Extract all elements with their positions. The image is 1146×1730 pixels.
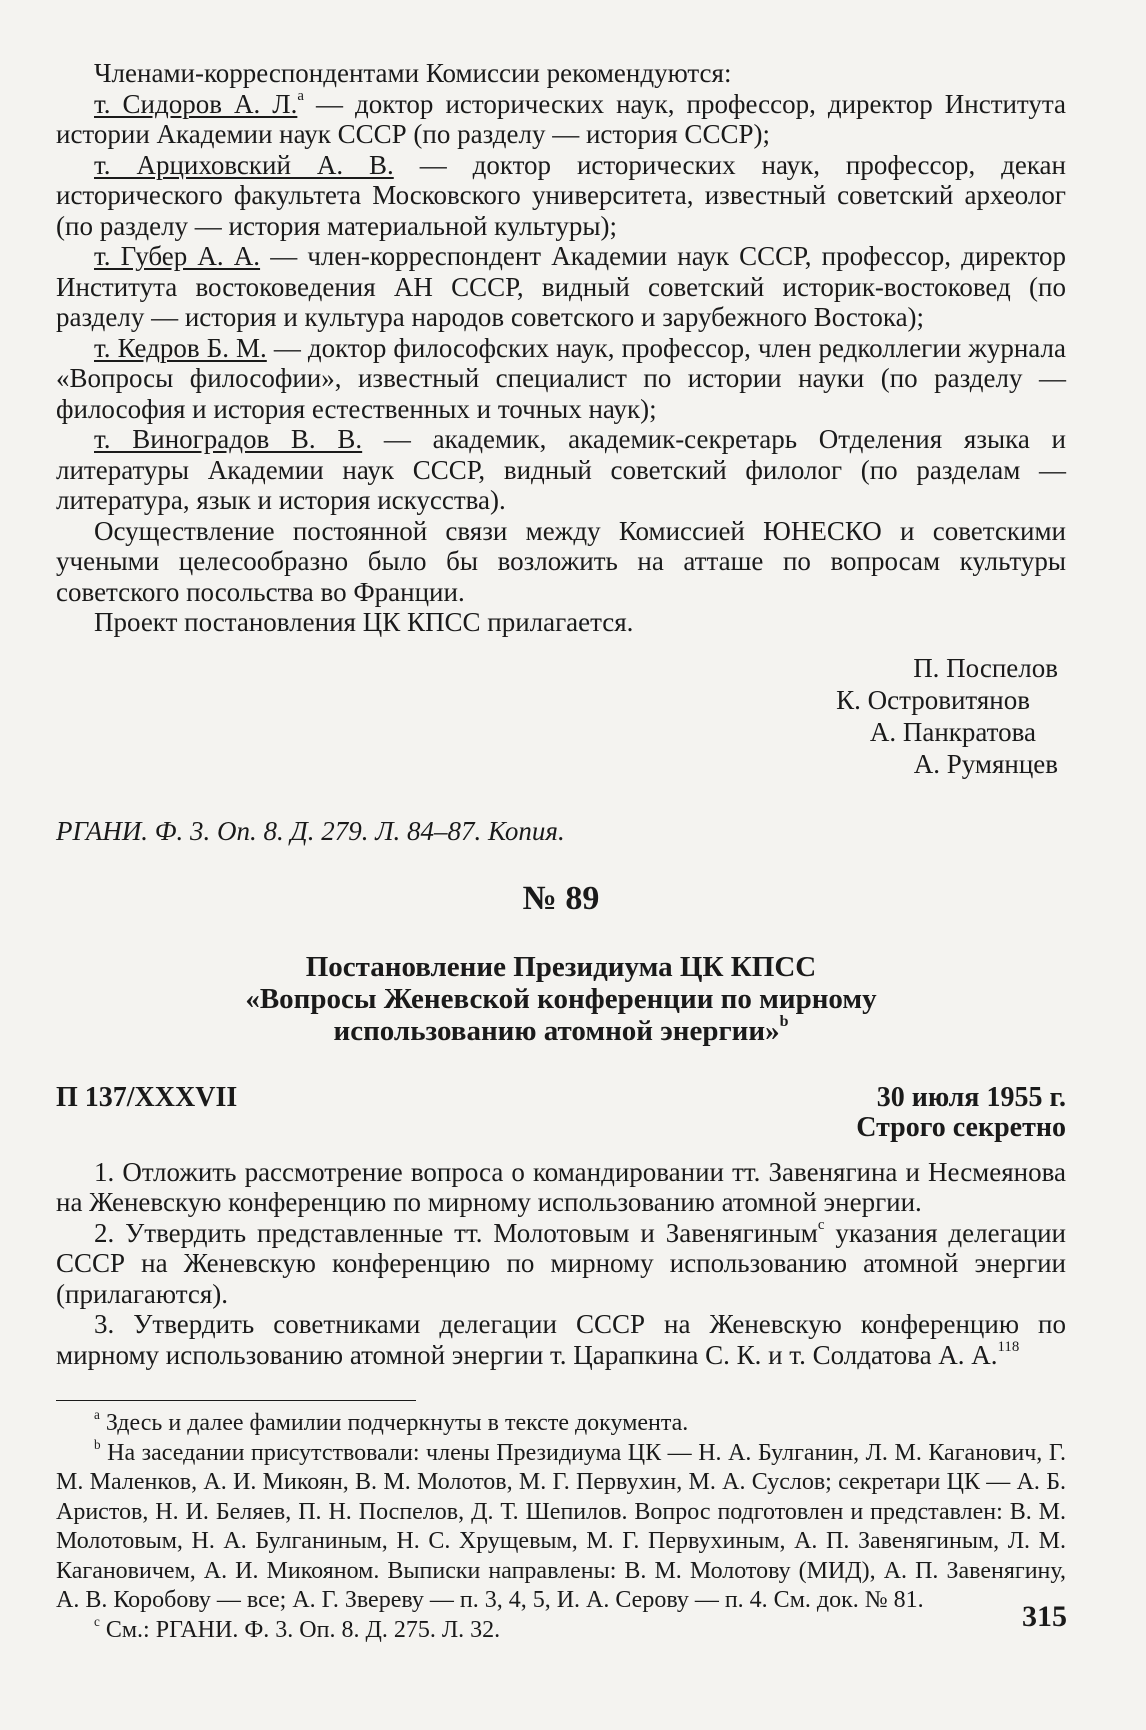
footnote-b: $^b$ На заседании присутствовали: члены Президиума ЦК — Н. А. Булганин, Л. М. Каганович, Г. М. Маленков, А. И. Микоян, В. М. Молотов, М. Г. Первухин, М. А. Суслов; секретари ЦК — А. Б. Аристов, Н. И. Беляев, П. Н. Поспелов, Д. Т. Шепилов. Вопрос подготовлен и представлен: В. М. Молотовым, Н. А. Булганиным, Н. С. Хрущевым, М. Г. Первухиным, А. П. Завенягиным, Л. М. Кагановичем, А. И. Микояном. Выписки направлены: В. М. Молотову (МИД), А. П. Завенягину, А. В. Коробову — все; А. Г. Звереву — п. 3, 4, 5, И. А. Серову — п. 4. См. док. № 81. bbox=[56, 1436, 1066, 1613]
member-name: т. Сидоров А. Л. bbox=[94, 88, 298, 119]
resolution-items bbox=[56, 1157, 1066, 1371]
signature-pankratova: А. Панкратова bbox=[869, 716, 1036, 747]
document-date: 30 июля 1955 г. bbox=[876, 1081, 1066, 1113]
footnote-ref-b: b bbox=[779, 1013, 789, 1031]
member-sidorov bbox=[56, 89, 1066, 150]
commission-lead: Членами-корреспондентами Комиссии рекомендуются: bbox=[94, 58, 732, 88]
member-description: — доктор исторических наук, профессор, декан исторического факультета Московского университета, известный советский археолог (по разделу — история материальной культуры); bbox=[56, 149, 1066, 241]
member-name: т. Арциховский А. В. bbox=[94, 149, 394, 180]
member-guber bbox=[56, 241, 1066, 333]
signature-ostrovityanov: К. Островитянов bbox=[836, 684, 1030, 715]
protocol-number: П 137/XXXVII bbox=[56, 1081, 238, 1113]
attached-paragraph: Проект постановления ЦК КПСС прилагается. bbox=[94, 607, 634, 637]
footnote-ref-c: c bbox=[817, 1217, 825, 1234]
liaison-paragraph: Осуществление постоянной связи между Комиссией ЮНЕСКО и советскими учеными целесообразно было бы возложить на атташе по вопросам культуры советского посольства во Франции. bbox=[56, 515, 1066, 607]
member-name: т. Виноградов В. В. bbox=[94, 424, 363, 454]
footnote-ref-a: a bbox=[297, 88, 304, 105]
title-line: Постановление Президиума ЦК КПСС bbox=[305, 950, 817, 983]
footnote-a: $^a$ Здесь и далее фамилии подчеркнуты в тексте документа. bbox=[94, 1407, 689, 1436]
member-name: т. Кедров Б. М. bbox=[94, 332, 267, 363]
footnotes bbox=[56, 1409, 1066, 1645]
document-number: № 89 bbox=[522, 880, 600, 917]
classification-stamp: Строго секретно bbox=[856, 1111, 1066, 1143]
member-name: т. Губер А. А. bbox=[94, 241, 261, 271]
member-artsikhovsky bbox=[56, 150, 1066, 242]
member-vinogradov bbox=[56, 424, 1066, 516]
protocol-dateline bbox=[56, 1083, 1066, 1143]
resolution-item-3: 3. Утвердить советниками делегации СССР на Женевскую конференцию по мирному использованию атомной энергии т. Царапкина С. К. и т. Солдатова А. А.$^{118}$ bbox=[56, 1309, 1066, 1370]
resolution-item-1: 1. Отложить рассмотрение вопроса о командировании тт. Завенягина и Несмеянова на Женевскую конференцию по мирному использованию атомной энергии. bbox=[56, 1156, 1066, 1217]
member-description: — академик, академик-секретарь Отделения языка и литературы Академии наук СССР, видный советский филолог (по разделам — литература, язык и история искусства). bbox=[56, 424, 1066, 515]
member-kedrov bbox=[56, 333, 1066, 425]
page-content bbox=[56, 58, 1066, 1645]
title-line: использованию атомной энергии»$^b$ bbox=[333, 1013, 789, 1047]
resolution-item-2: 2. Утвердить представленные тт. Молотовым и Завенягиным$^c$ указания делегации СССР на Женевскую конференцию по мирному использованию атомной энергии (прилагаются). bbox=[56, 1217, 1066, 1309]
endnote-ref: 118 bbox=[997, 1339, 1020, 1356]
archive-source: РГАНИ. Ф. 3. Оп. 8. Д. 279. Л. 84–87. Копия. bbox=[56, 815, 565, 846]
footnote-divider bbox=[56, 1400, 416, 1401]
signatures-block bbox=[56, 652, 1058, 780]
signature-rumyantsev: А. Румянцев bbox=[913, 748, 1058, 779]
page-number: 315 bbox=[1022, 1600, 1067, 1633]
footnote-c: $^c$ См.: РГАНИ. Ф. 3. Оп. 8. Д. 275. Л. 32. bbox=[94, 1613, 501, 1643]
document-title bbox=[56, 951, 1066, 1047]
date-classification bbox=[856, 1083, 1066, 1143]
member-description: — член-корреспондент Академии наук СССР, профессор, директор Института востоковедения АН СССР, видный советский историк-востоковед (по разделу — история и культура народов советского и зарубежного Востока); bbox=[56, 241, 1067, 332]
title-line: «Вопросы Женевской конференции по мирному bbox=[245, 982, 877, 1015]
member-description: — доктор философских наук, профессор, член редколлегии журнала «Вопросы философии», известный специалист по истории науки (по разделу — философия и история естественных и точных наук); bbox=[56, 332, 1066, 424]
member-description: — доктор исторических наук, профессор, директор Института истории Академии наук СССР (по разделу — история СССР); bbox=[56, 88, 1066, 149]
signature-pospelov: П. Поспелов bbox=[913, 652, 1058, 683]
